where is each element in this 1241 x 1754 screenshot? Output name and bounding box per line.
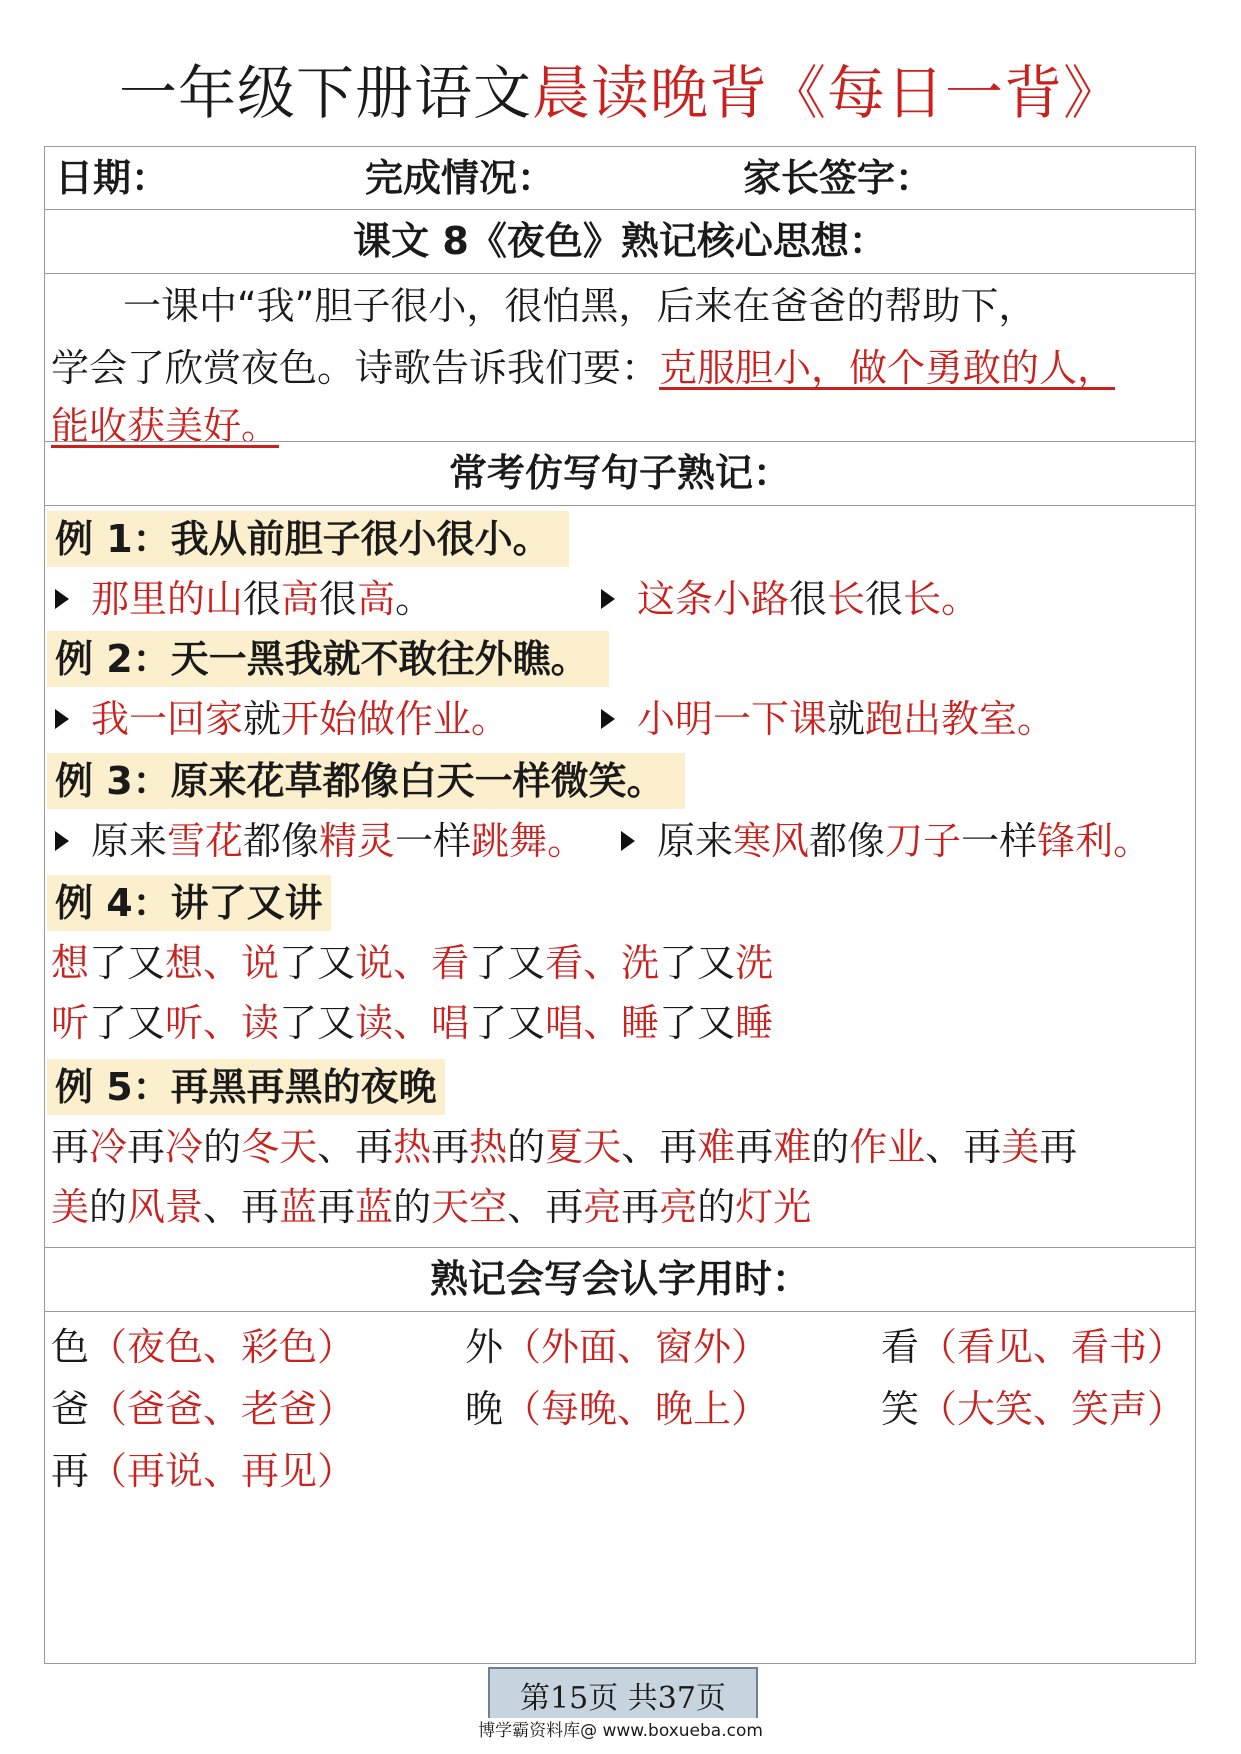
imitation-heading: 常考仿写句子熟记：: [448, 451, 791, 495]
summary-line-2: 学会了欣赏夜色。诗歌告诉我们要：克服胆小，做个勇敢的人，: [51, 346, 1116, 390]
title-red: 晨读晚背《每日一背》: [532, 59, 1123, 127]
page-title: [0, 58, 1241, 128]
words-heading: 熟记会写会认字用时：: [429, 1257, 810, 1301]
lesson-heading: 课文 8《夜色》熟记核心思想：: [353, 219, 887, 263]
word-item: 外（外面、窗外）: [465, 1325, 770, 1369]
bullet-icon: [601, 709, 615, 729]
word-item: 色（夜色、彩色）: [51, 1325, 356, 1369]
bullet-icon: [621, 831, 635, 851]
lesson-summary: [45, 273, 1195, 448]
example-3-sentence-b: 原来寒风都像刀子一样锋利。: [621, 815, 1151, 867]
example-1-sentence-a: 那里的山很高很高。: [55, 573, 433, 625]
worksheet-table: [44, 146, 1196, 1664]
example-3-label: 例 3：原来花草都像白天一样微笑。: [47, 753, 685, 809]
example-1-label: 例 1：我从前胆子很小很小。: [47, 511, 569, 567]
bullet-icon: [55, 831, 69, 851]
date-label: 日期：: [55, 156, 170, 200]
word-item: 再（再说、再见）: [51, 1449, 356, 1493]
word-item: 笑（大笑、笑声）: [881, 1387, 1186, 1431]
bullet-icon: [55, 589, 69, 609]
example-5-line-1: 再冷再冷的冬天、再热再热的夏天、再难再难的作业、再美再: [51, 1125, 1078, 1169]
bullet-icon: [55, 709, 69, 729]
example-4-label: 例 4：讲了又讲: [47, 875, 331, 931]
word-item: 爸（爸爸、老爸）: [51, 1387, 356, 1431]
word-item: 看（看见、看书）: [881, 1325, 1186, 1369]
summary-line-1: 一课中“我”胆子很小，很怕黑，后来在爸爸的帮助下，: [123, 284, 1037, 328]
example-4-line-1: 想了又想、说了又说、看了又看、洗了又洗: [51, 941, 774, 985]
info-row: [45, 147, 1195, 209]
page-indicator: 第15页 共37页: [488, 1667, 758, 1723]
example-5-line-2: 美的风景、再蓝再蓝的天空、再亮再亮的灯光: [51, 1185, 812, 1229]
example-2-sentence-a: 我一回家就开始做作业。: [55, 693, 509, 745]
title-black: 一年级下册语文: [118, 59, 532, 127]
summary-line-3: 能收获美好。: [51, 404, 280, 448]
bullet-icon: [601, 589, 615, 609]
example-3-sentence-a: 原来雪花都像精灵一样跳舞。: [55, 815, 585, 867]
completion-label: 完成情况：: [365, 156, 556, 200]
example-5-label: 例 5：再黑再黑的夜晚: [47, 1059, 445, 1115]
example-2-label: 例 2：天一黑我就不敢往外瞧。: [47, 631, 609, 687]
example-2-sentence-b: 小明一下课就跑出教室。: [601, 693, 1055, 745]
example-4-line-2: 听了又听、读了又读、唱了又唱、睡了又睡: [51, 1001, 774, 1045]
signature-label: 家长签字：: [743, 156, 934, 200]
example-1-sentence-b: 这条小路很长很长。: [601, 573, 979, 625]
footer-watermark: 博学霸资料库@ www.boxueba.com: [0, 1718, 1241, 1744]
word-item: 晚（每晚、晚上）: [465, 1387, 770, 1431]
